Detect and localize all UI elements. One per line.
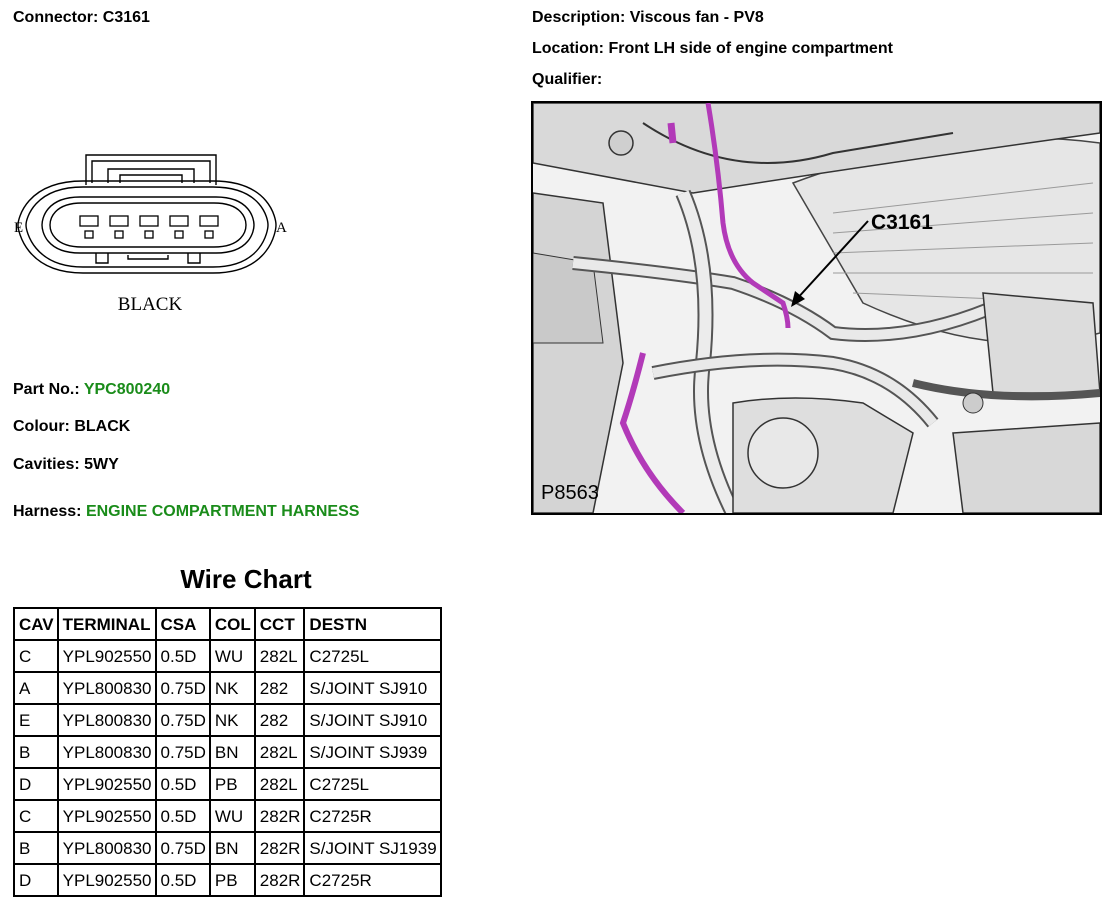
col-header-cct: CCT [255, 608, 305, 640]
harness-line [13, 503, 359, 521]
photo-callout-label: C3161 [871, 211, 933, 234]
connector-line [13, 9, 150, 27]
description-label: Description: [532, 9, 626, 26]
qualifier-label: Qualifier: [532, 71, 603, 88]
cell-terminal: YPL800830 [58, 672, 156, 704]
wire-chart-table [13, 607, 442, 897]
col-header-destn: DESTN [304, 608, 440, 640]
table-row [14, 864, 441, 896]
cell-cav: A [14, 672, 58, 704]
cell-terminal: YPL800830 [58, 736, 156, 768]
part-no-value: YPC800240 [83, 381, 171, 398]
colour-value: BLACK [74, 418, 131, 435]
col-header-cav: CAV [14, 608, 58, 640]
cell-cct: 282L [255, 640, 305, 672]
part-no-line [13, 381, 170, 399]
description-line [532, 9, 764, 27]
col-header-col: COL [210, 608, 255, 640]
cell-cct: 282R [255, 864, 305, 896]
cell-destn: S/JOINT SJ939 [304, 736, 440, 768]
engine-illustration [533, 103, 1100, 513]
cell-destn: C2725R [304, 864, 440, 896]
cell-cav: B [14, 736, 58, 768]
cell-col: WU [210, 640, 255, 672]
cavities-label: Cavities: [13, 456, 80, 473]
cell-cav: D [14, 768, 58, 800]
location-line [532, 40, 893, 58]
connector-label: Connector: [13, 9, 99, 26]
table-row [14, 768, 441, 800]
col-header-terminal: TERMINAL [58, 608, 156, 640]
cell-col: BN [210, 736, 255, 768]
table-row [14, 704, 441, 736]
cell-destn: S/JOINT SJ1939 [304, 832, 440, 864]
description-value: Viscous fan - PV8 [629, 9, 764, 26]
qualifier-line [532, 71, 602, 89]
cell-cav: B [14, 832, 58, 864]
cell-col: NK [210, 672, 255, 704]
cell-cct: 282 [255, 704, 305, 736]
wire-chart-title: Wire Chart [180, 564, 312, 594]
cell-csa: 0.5D [156, 640, 210, 672]
cell-destn: C2725L [304, 640, 440, 672]
cell-col: PB [210, 768, 255, 800]
cell-cct: 282R [255, 800, 305, 832]
cell-destn: C2725R [304, 800, 440, 832]
cell-terminal: YPL800830 [58, 832, 156, 864]
colour-line [13, 418, 130, 436]
cell-terminal: YPL800830 [58, 704, 156, 736]
cavity-right-label: A [276, 220, 287, 236]
cell-col: NK [210, 704, 255, 736]
cell-csa: 0.75D [156, 832, 210, 864]
cell-csa: 0.5D [156, 864, 210, 896]
cell-terminal: YPL902550 [58, 640, 156, 672]
table-row [14, 832, 441, 864]
engine-location-photo [531, 101, 1102, 515]
col-header-csa: CSA [156, 608, 210, 640]
table-row [14, 672, 441, 704]
cavities-value: 5WY [84, 456, 119, 473]
cell-cav: E [14, 704, 58, 736]
cell-col: PB [210, 864, 255, 896]
location-label: Location: [532, 40, 604, 57]
cell-col: WU [210, 800, 255, 832]
cell-csa: 0.5D [156, 800, 210, 832]
location-value: Front LH side of engine compartment [608, 40, 893, 57]
cavity-left-label: E [14, 220, 24, 236]
cell-destn: C2725L [304, 768, 440, 800]
photo-caption: P8563 [541, 482, 599, 504]
table-row [14, 640, 441, 672]
cell-cav: C [14, 640, 58, 672]
cell-terminal: YPL902550 [58, 864, 156, 896]
connector-value: C3161 [102, 9, 150, 26]
cell-csa: 0.75D [156, 736, 210, 768]
table-row [14, 800, 441, 832]
cell-cct: 282L [255, 768, 305, 800]
cell-cav: D [14, 864, 58, 896]
cell-col: BN [210, 832, 255, 864]
cell-destn: S/JOINT SJ910 [304, 704, 440, 736]
table-row [14, 736, 441, 768]
connector-colour-label: BLACK [117, 294, 183, 315]
colour-label: Colour: [13, 418, 70, 435]
cavities-line [13, 456, 119, 474]
table-header-row [14, 608, 441, 640]
harness-value: ENGINE COMPARTMENT HARNESS [85, 503, 360, 520]
part-no-label: Part No.: [13, 381, 80, 398]
harness-label: Harness: [13, 503, 82, 520]
cell-destn: S/JOINT SJ910 [304, 672, 440, 704]
connector-face-diagram [8, 145, 298, 320]
cell-csa: 0.75D [156, 672, 210, 704]
cell-csa: 0.75D [156, 704, 210, 736]
cell-terminal: YPL902550 [58, 800, 156, 832]
cell-cct: 282L [255, 736, 305, 768]
cell-terminal: YPL902550 [58, 768, 156, 800]
cell-csa: 0.5D [156, 768, 210, 800]
cell-cav: C [14, 800, 58, 832]
cell-cct: 282R [255, 832, 305, 864]
cell-cct: 282 [255, 672, 305, 704]
